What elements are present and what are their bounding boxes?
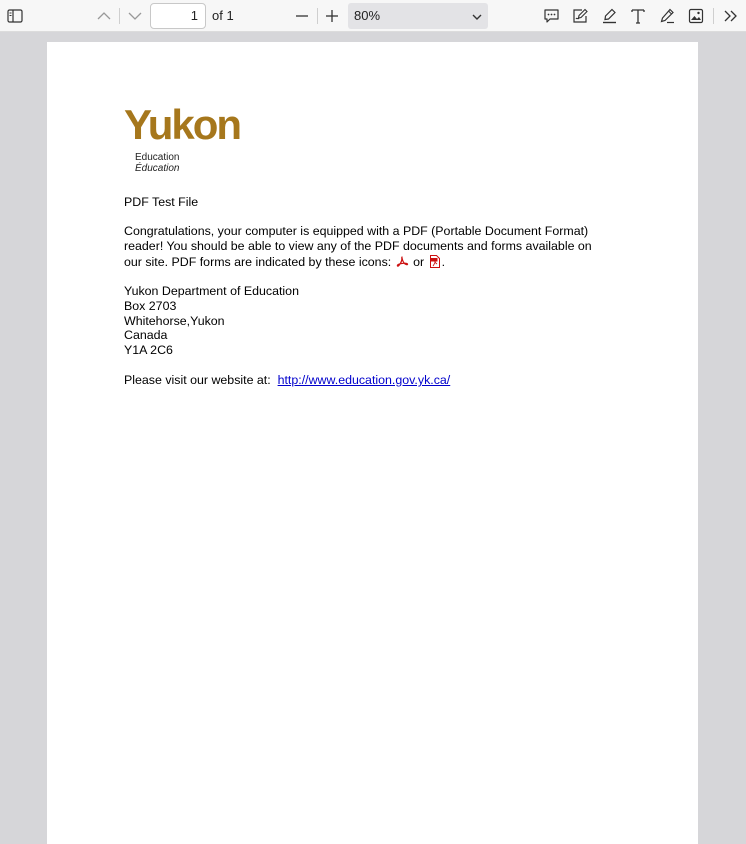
address-line: Yukon Department of Education (124, 284, 299, 298)
yukon-education-logo (124, 99, 254, 177)
next-page-icon[interactable] (125, 0, 145, 32)
website-link[interactable]: http://www.education.gov.yk.ca/ (277, 373, 451, 387)
website-line (124, 373, 450, 388)
more-tools-icon[interactable] (720, 0, 742, 32)
previous-page-icon[interactable] (94, 0, 114, 32)
zoom-in-icon[interactable] (322, 0, 342, 32)
logo-subtitle-french: Éducation (135, 163, 180, 174)
toolbar-divider (713, 8, 714, 24)
document-title: PDF Test File (124, 195, 199, 209)
logo-wordmark: Yukon (124, 101, 241, 148)
page-number-input[interactable]: 1 (150, 3, 206, 29)
comment-icon[interactable] (540, 0, 562, 32)
zoom-value: 80% (354, 8, 381, 23)
pdf-toolbar (0, 0, 746, 32)
pdf-file-icon (429, 255, 441, 272)
address-line: Whitehorse,Yukon (124, 314, 225, 328)
toolbar-divider (317, 8, 318, 24)
text-tool-icon[interactable] (627, 0, 649, 32)
address-line: Box 2703 (124, 299, 177, 313)
address-line: Y1A 2C6 (124, 343, 173, 357)
page-count-label: of 1 (212, 8, 234, 23)
paragraph-text: . (441, 255, 446, 269)
zoom-out-icon[interactable] (292, 0, 312, 32)
paragraph-line: reader! You should be able to view any of the PDF documents and forms available on (124, 239, 592, 253)
sidebar-toggle-icon[interactable] (4, 0, 26, 32)
acrobat-icon (396, 256, 409, 272)
paragraph-line: Congratulations, your computer is equipped with a PDF (Portable Document Format) (124, 224, 589, 238)
website-label: Please visit our website at: (124, 373, 271, 387)
address-line: Canada (124, 328, 168, 342)
paragraph-text: our site. PDF forms are indicated by these icons: (124, 255, 392, 269)
paragraph-line (124, 255, 445, 272)
add-image-icon[interactable] (685, 0, 707, 32)
zoom-select[interactable] (348, 3, 488, 29)
highlight-icon[interactable] (598, 0, 620, 32)
chevron-down-icon (472, 10, 482, 28)
draw-icon[interactable] (656, 0, 678, 32)
fill-and-sign-icon[interactable] (569, 0, 591, 32)
logo-subtitle-english: Education (135, 152, 180, 163)
paragraph-text: or (413, 255, 425, 269)
toolbar-divider (119, 8, 120, 24)
